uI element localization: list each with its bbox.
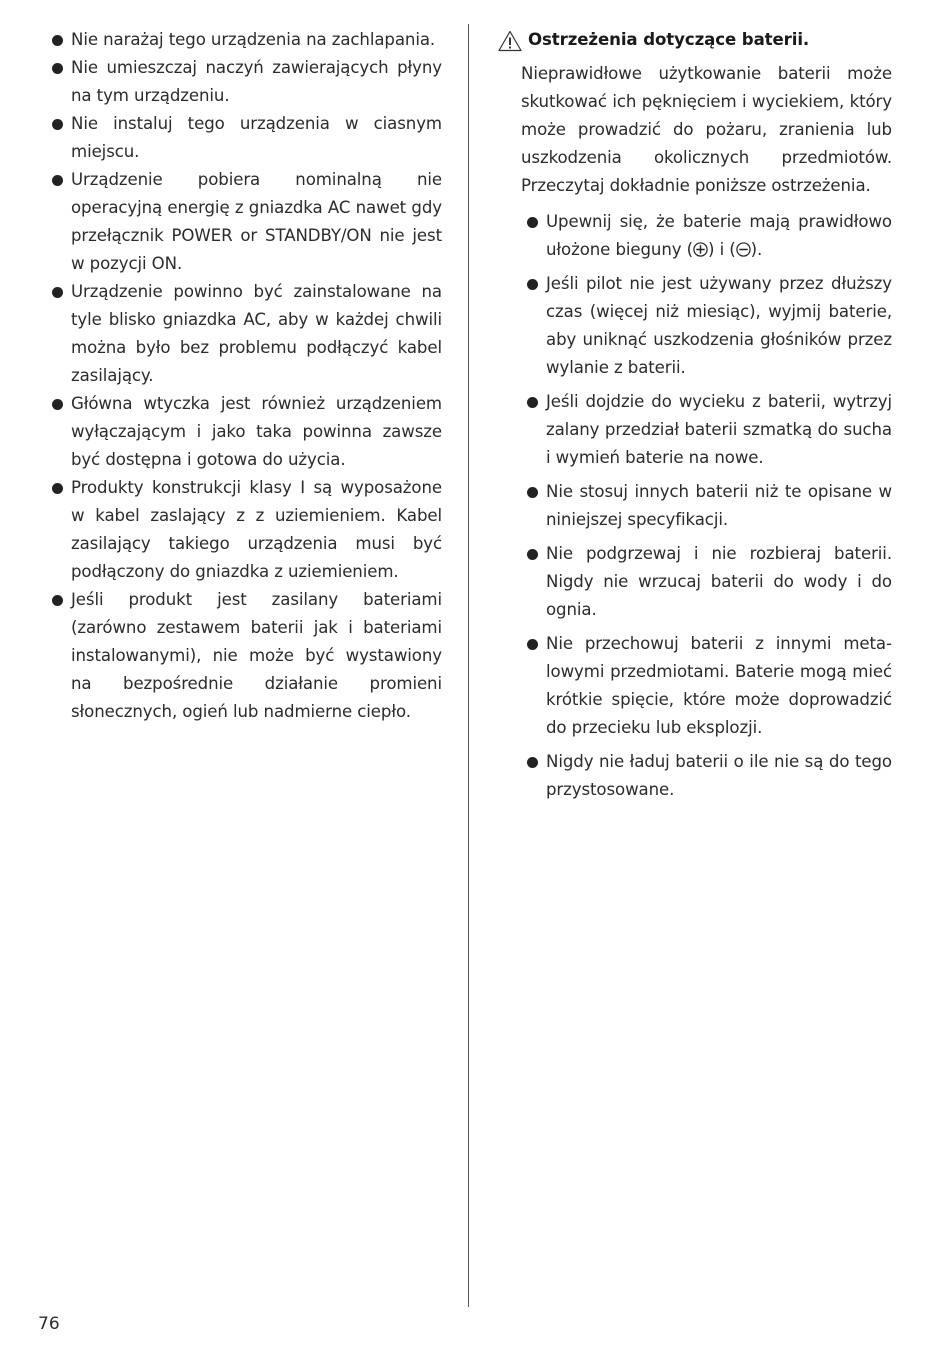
list-item <box>521 540 892 624</box>
list-item-text: Produkty konstrukcji klasy I są wyposażone w kabel zaslający z z uziemieniem. Kabel zasilający takiego urządzenia musi być podłączony do gniazdka z uziemieniem. <box>71 478 442 581</box>
battery-warning-heading <box>496 26 892 54</box>
list-item <box>46 166 442 278</box>
warning-triangle-icon <box>498 30 522 52</box>
list-item-text: Nie umieszczaj naczyń zawierających płyny na tym urządzeniu. <box>71 58 442 105</box>
list-item <box>46 474 442 586</box>
left-column <box>46 26 442 726</box>
list-item-text-middle: ) i ( <box>708 240 736 259</box>
list-item <box>46 278 442 390</box>
list-item-text-before: Upewnij się, że baterie mają prawidłowo ułożone bieguny ( <box>546 212 892 259</box>
list-item-text-after: ). <box>750 240 763 259</box>
bullet-dot-icon <box>52 63 63 74</box>
list-item <box>46 54 442 110</box>
bullet-dot-icon <box>527 757 538 768</box>
list-item <box>521 270 892 382</box>
list-item-text: Główna wtyczka jest również urządzeniem wyłączającym i jako taka powinna zawsze być dostępna i gotowa do użycia. <box>71 394 442 469</box>
list-item-text: Urządzenie pobiera nominalną nie operacyjną energię z gniazdka AC nawet gdy przełącznik POWER or STANDBY/ON nie jest w pozycji ON. <box>71 170 442 273</box>
list-item <box>46 26 442 54</box>
list-item-text: Nie narażaj tego urządzenia na zachlapania. <box>71 30 436 49</box>
right-column <box>496 26 892 810</box>
list-item <box>521 388 892 472</box>
plus-circle-icon <box>693 242 708 257</box>
list-item-text: Jeśli produkt jest zasilany bateriami (zarówno zestawem baterii jak i bateriami instalowanymi), nie może być wystawiony na bezpośrednie działanie promieni słonecznych, ogień lub nadmierne ciepło. <box>71 590 442 721</box>
list-item <box>46 586 442 726</box>
list-item-text: Nie stosuj innych baterii niż te opisane w niniejszej specyfikacji. <box>546 482 892 529</box>
right-bullet-list <box>521 208 892 804</box>
left-bullet-list <box>46 26 442 726</box>
bullet-dot-icon <box>52 483 63 494</box>
list-item <box>521 478 892 534</box>
bullet-dot-icon <box>527 487 538 498</box>
list-item-text: Nigdy nie ładuj baterii o ile nie są do tego przystosowane. <box>546 752 892 799</box>
page-number: 76 <box>38 1314 60 1334</box>
bullet-dot-icon <box>527 279 538 290</box>
column-divider <box>468 24 469 1307</box>
bullet-dot-icon <box>527 397 538 408</box>
list-item-text: Jeśli dojdzie do wycieku z baterii, wytrzyj zalany przedział baterii szmatką do sucha i wymień baterie na nowe. <box>546 392 892 467</box>
bullet-dot-icon <box>52 35 63 46</box>
list-item <box>46 110 442 166</box>
list-item-text: Jeśli pilot nie jest używany przez dłuższy czas (więcej niż miesiąc), wyjmij baterie, aby uniknąć uszkodzenia głośników przez wylanie z baterii. <box>546 274 892 377</box>
list-item-text: Urządzenie powinno być zainstalowane na tyle blisko gniazdka AC, aby w każdej chwili można było bez problemu podłączyć kabel zasilający. <box>71 282 442 385</box>
bullet-dot-icon <box>52 119 63 130</box>
bullet-dot-icon <box>52 175 63 186</box>
bullet-dot-icon <box>52 399 63 410</box>
list-item-text: Nie instaluj tego urządzenia w ciasnym miejscu. <box>71 114 442 161</box>
battery-warning-intro: Nieprawidłowe użytkowanie baterii może skutkować ich pęknięciem i wyciekiem, który może prowadzić do pożaru, zranienia lub uszkodzenia okolicznych przedmiotów. Przeczytaj dokładnie poniższe ostrzeżenia. <box>521 64 892 195</box>
bullet-dot-icon <box>527 217 538 228</box>
list-item <box>521 630 892 742</box>
list-item <box>521 748 892 804</box>
list-item-text: Nie podgrzewaj i nie rozbieraj baterii. Nigdy nie wrzucaj baterii do wody i do ognia. <box>546 544 892 619</box>
bullet-dot-icon <box>527 639 538 650</box>
list-item <box>521 208 892 264</box>
bullet-dot-icon <box>52 595 63 606</box>
bullet-dot-icon <box>52 287 63 298</box>
heading-text: Ostrzeżenia dotyczące baterii. <box>528 30 810 49</box>
list-item <box>46 390 442 474</box>
list-item-text: Nie przechowuj baterii z innymi metalowymi przedmiotami. Baterie mogą mieć krótkie spięcie, które może doprowadzić do przecieku lub eksplozji. <box>546 634 892 737</box>
bullet-dot-icon <box>527 549 538 560</box>
minus-circle-icon <box>736 242 751 257</box>
